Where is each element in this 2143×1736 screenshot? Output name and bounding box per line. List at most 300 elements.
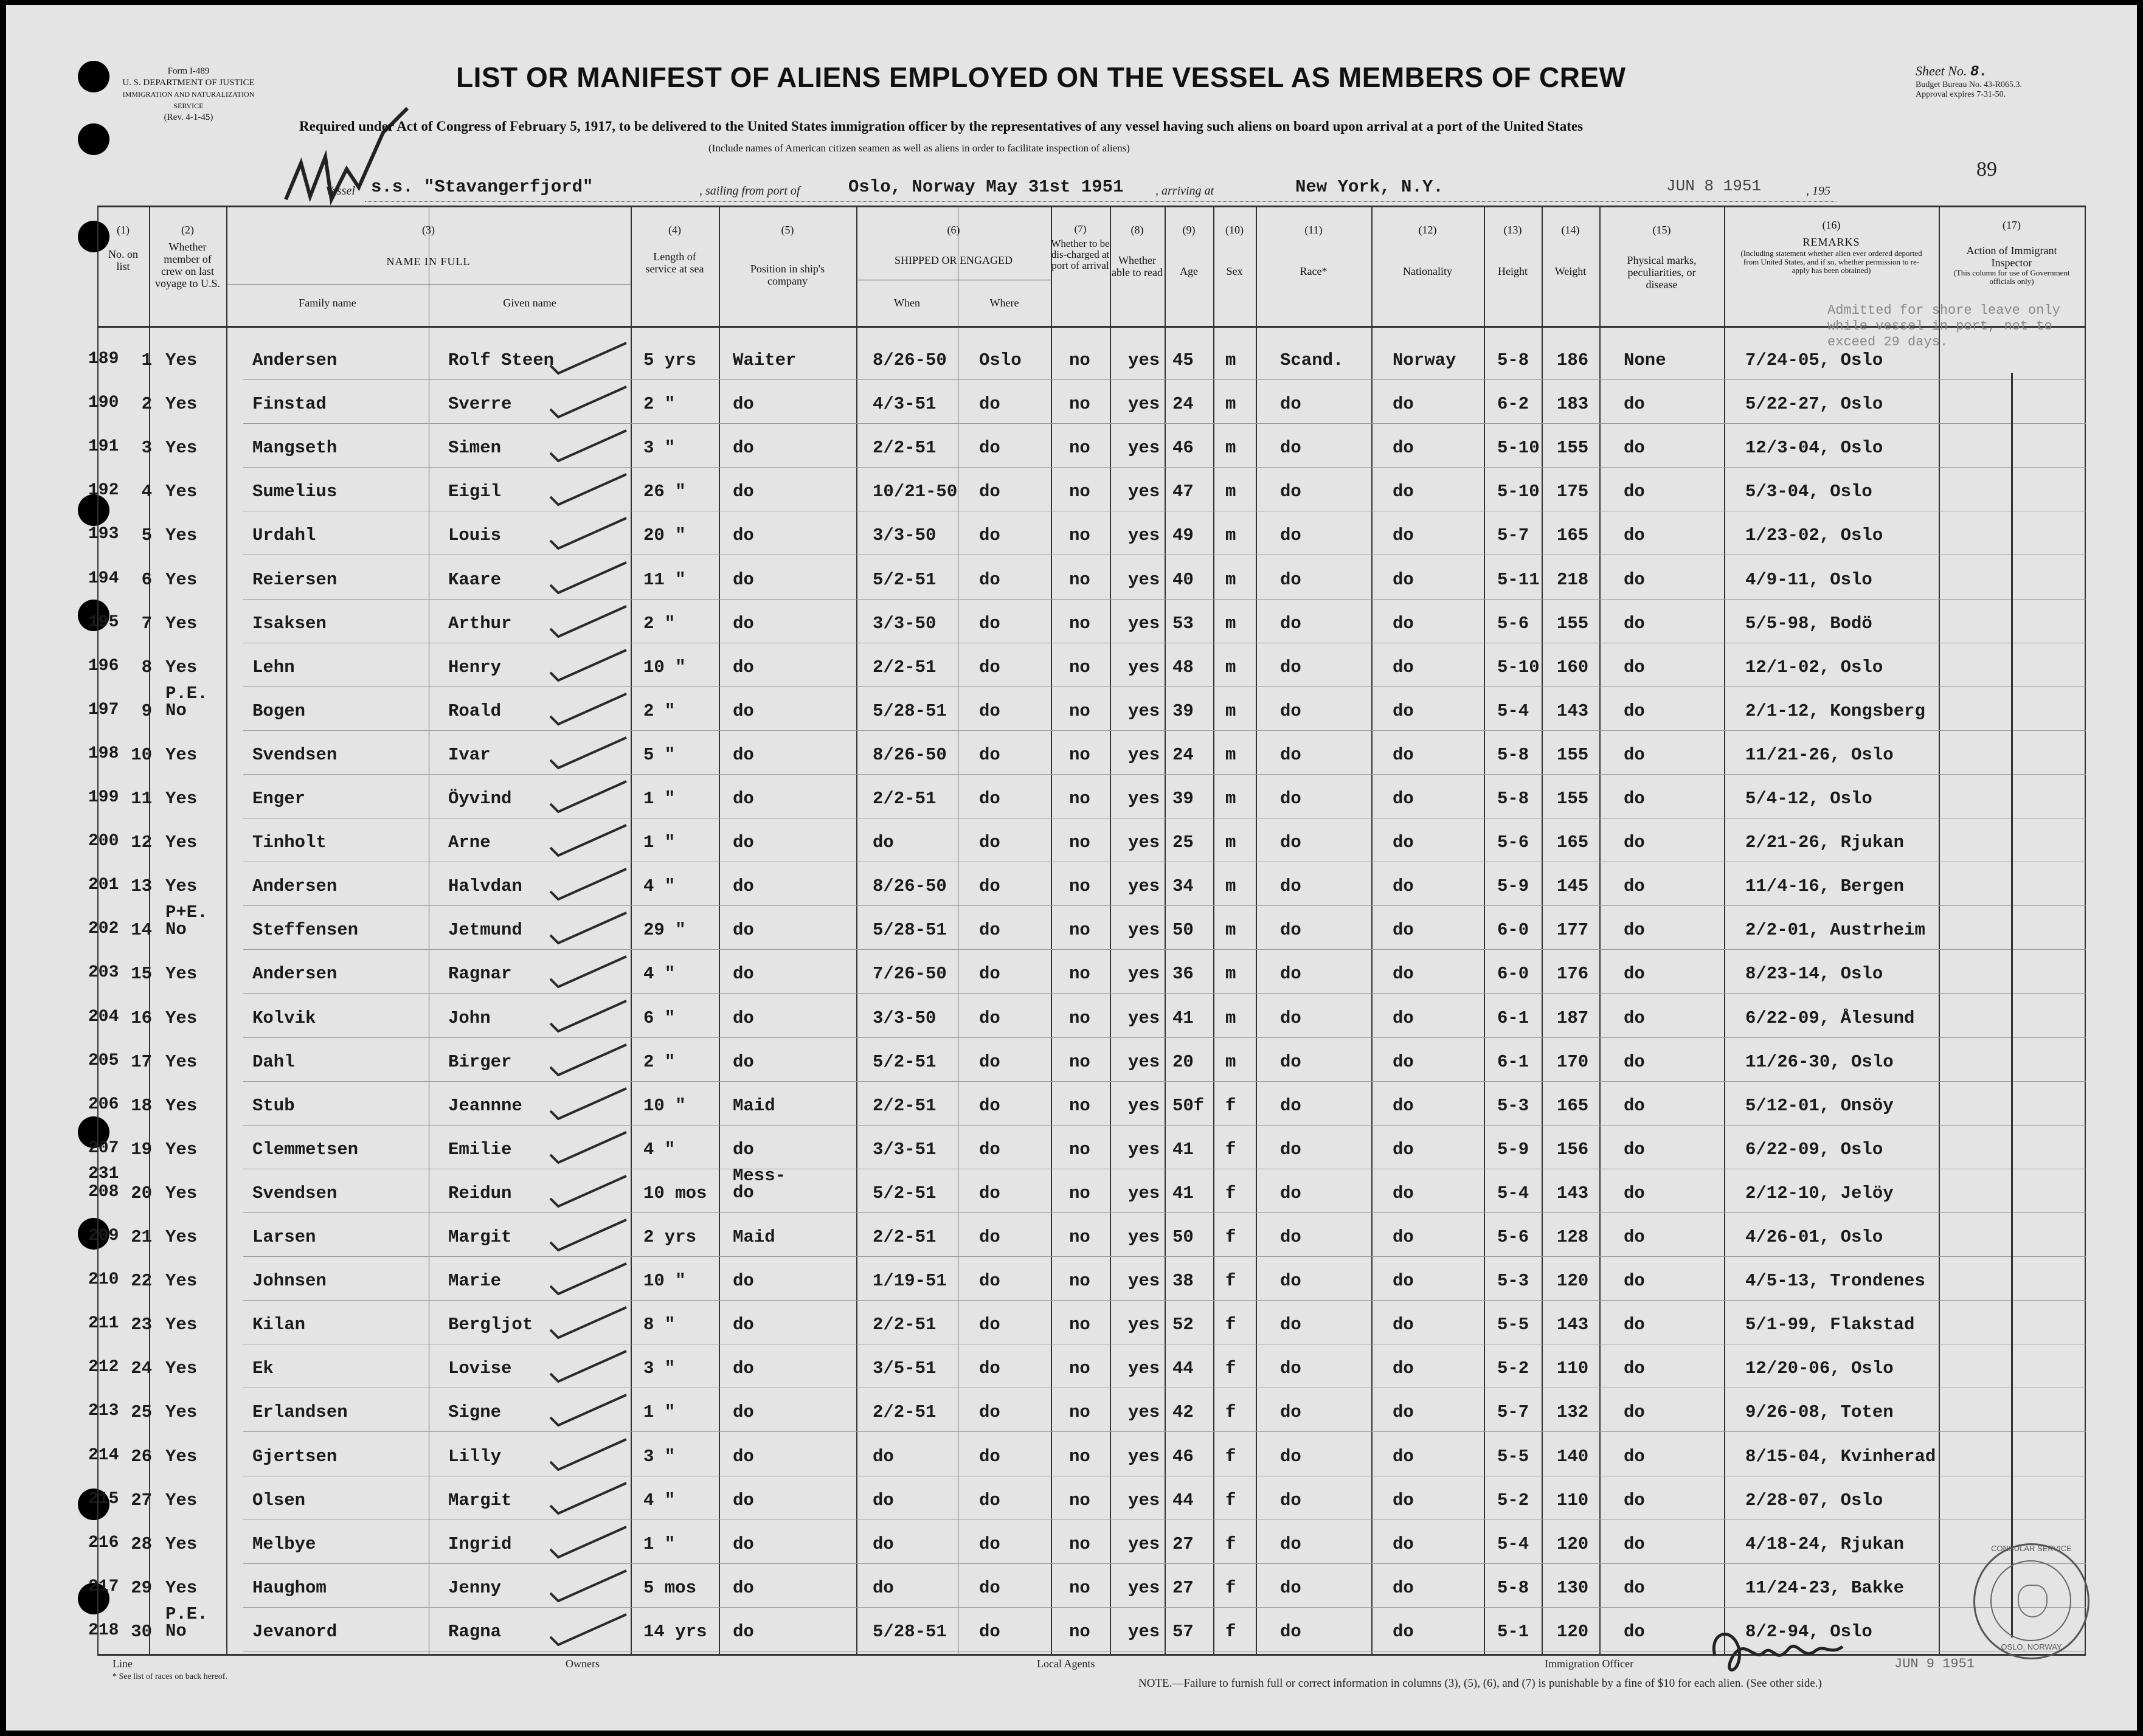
margin-list-number: 199 <box>88 788 119 807</box>
cell-age: 39 <box>1172 700 1194 721</box>
cell-disch: no <box>1069 569 1090 590</box>
cell-read: yes <box>1128 1183 1160 1203</box>
margin-list-number: 197 <box>88 700 119 719</box>
row-rule <box>243 686 2086 687</box>
cell-position: do <box>733 657 754 677</box>
cell-family: Jevanord <box>252 1621 338 1642</box>
cell-age: 46 <box>1172 438 1194 458</box>
cell-age: 45 <box>1172 350 1194 370</box>
cell-sex: f <box>1225 1139 1236 1160</box>
cell-disch: no <box>1069 525 1090 546</box>
col-11-header: (11) Race* <box>1300 224 1328 277</box>
vessel-name: s.s. "Stavangerfjord" <box>371 177 594 197</box>
cell-remarks: 2/2-01, Austrheim <box>1745 920 1925 941</box>
cell-service: 10 " <box>643 1271 686 1292</box>
cell-position: do <box>733 1490 754 1510</box>
approval-expires: Approval expires 7-31-50. <box>1916 90 2006 99</box>
cell-race: do <box>1280 1183 1301 1203</box>
cell-disch: no <box>1069 1139 1090 1160</box>
check-mark-icon <box>547 952 632 994</box>
cell-read: yes <box>1128 1315 1160 1335</box>
cell-marks: do <box>1624 744 1645 765</box>
cell-height: 5-5 <box>1497 1315 1529 1335</box>
cell-nat: do <box>1393 832 1414 853</box>
cell-age: 46 <box>1172 1446 1194 1467</box>
cell-position: Mess- do <box>733 1165 786 1203</box>
col-8-header: (8) Whether able to read <box>1112 224 1163 278</box>
cell-family: Erlandsen <box>252 1402 348 1423</box>
cell-prev: Yes <box>165 438 198 458</box>
cell-no: 5 <box>141 525 152 546</box>
cell-race: do <box>1280 1315 1301 1335</box>
cell-marks: do <box>1624 613 1645 634</box>
cell-position: do <box>733 964 754 984</box>
year-suffix: , 195 <box>1806 184 1830 198</box>
cell-marks: do <box>1624 394 1645 415</box>
cell-where: do <box>979 876 1000 897</box>
cell-prev: Yes <box>165 350 198 370</box>
cell-marks: do <box>1624 482 1645 502</box>
cell-prev: Yes <box>165 1271 198 1292</box>
cell-height: 6-1 <box>1497 1008 1529 1028</box>
cell-when: 5/28-51 <box>873 700 947 721</box>
cell-age: 52 <box>1172 1315 1194 1335</box>
cell-age: 41 <box>1172 1139 1194 1160</box>
cell-position: do <box>733 744 754 765</box>
table-top-rule <box>97 206 2086 207</box>
cell-position: do <box>733 1446 754 1467</box>
row-rule <box>243 1607 2086 1608</box>
cell-disch: no <box>1069 1621 1090 1642</box>
check-mark-icon <box>547 776 632 819</box>
cell-disch: no <box>1069 964 1090 984</box>
cell-height: 5-2 <box>1497 1358 1529 1379</box>
cell-no: 26 <box>131 1446 152 1467</box>
cell-given: Ivar <box>448 744 491 765</box>
cell-sex: f <box>1225 1621 1236 1642</box>
footer-line-label: Line <box>113 1658 133 1670</box>
row-rule <box>243 949 2086 950</box>
cell-sex: m <box>1225 920 1236 941</box>
check-mark-icon <box>547 469 632 512</box>
cell-weight: 170 <box>1557 1051 1589 1072</box>
cell-sex: f <box>1225 1183 1236 1203</box>
cell-sex: f <box>1225 1490 1236 1510</box>
cell-service: 1 " <box>643 1534 676 1554</box>
cell-prev: P+E. No <box>165 902 208 940</box>
cell-prev: Yes <box>165 1008 198 1028</box>
cell-prev: Yes <box>165 482 198 502</box>
check-mark-icon <box>547 689 632 731</box>
cell-sex: m <box>1225 789 1236 809</box>
budget-bureau: Budget Bureau No. 43-R065.3. <box>1916 80 2022 89</box>
cell-family: Mangseth <box>252 438 338 458</box>
cell-remarks: 8/23-14, Oslo <box>1745 964 1883 984</box>
cell-where: do <box>979 482 1000 502</box>
cell-given: Jeannne <box>448 1095 522 1116</box>
cell-position: do <box>733 1534 754 1554</box>
cell-weight: 143 <box>1557 1183 1589 1203</box>
cell-no: 29 <box>131 1577 152 1598</box>
cell-age: 47 <box>1172 482 1194 502</box>
check-mark-icon <box>547 1084 632 1126</box>
cell-position: do <box>733 789 754 809</box>
col-16-header: (16) REMARKS (Including statement whether alien ever ordered deported from United States, and if so, whether permission to re-apply has been obtained) <box>1740 219 1922 275</box>
cell-prev: P.E. No <box>165 683 208 721</box>
cell-service: 4 " <box>643 964 676 984</box>
cell-where: do <box>979 569 1000 590</box>
row-rule <box>243 1125 2086 1126</box>
margin-list-number: 189 <box>88 350 119 368</box>
cell-given: Margit <box>448 1490 512 1510</box>
margin-list-number: 195 <box>88 612 119 632</box>
check-mark-icon <box>547 864 632 907</box>
check-mark-icon <box>547 1259 632 1301</box>
cell-family: Kolvik <box>252 1008 316 1028</box>
cell-when: 2/2-51 <box>873 438 936 458</box>
punch-hole <box>78 61 109 92</box>
cell-nat: do <box>1393 1490 1414 1510</box>
cell-read: yes <box>1128 1577 1160 1598</box>
cell-disch: no <box>1069 438 1090 458</box>
check-mark-icon <box>547 1610 632 1652</box>
cell-weight: 120 <box>1557 1534 1589 1554</box>
cell-weight: 110 <box>1557 1358 1589 1379</box>
cell-sex: f <box>1225 1315 1236 1335</box>
include-note: (Include names of American citizen seamen as well as aliens in order to facilitate inspection of aliens) <box>708 142 1130 154</box>
cell-sex: f <box>1225 1534 1236 1554</box>
cell-nat: Norway <box>1393 350 1456 370</box>
cell-age: 44 <box>1172 1490 1194 1510</box>
cell-height: 5-8 <box>1497 744 1529 765</box>
cell-prev: Yes <box>165 1139 198 1160</box>
margin-list-number: 200 <box>88 832 119 851</box>
cell-no: 13 <box>131 876 152 897</box>
cell-given: Reidun <box>448 1183 512 1203</box>
cell-weight: 155 <box>1557 789 1589 809</box>
cell-remarks: 5/5-98, Bodö <box>1745 613 1872 634</box>
footer-officer-label: Immigration Officer <box>1545 1658 1634 1670</box>
cell-remarks: 11/24-23, Bakke <box>1745 1577 1905 1598</box>
cell-given: Simen <box>448 438 502 458</box>
cell-read: yes <box>1128 657 1160 677</box>
cell-read: yes <box>1128 1051 1160 1072</box>
cell-service: 2 " <box>643 613 676 634</box>
cell-disch: no <box>1069 1315 1090 1335</box>
cell-no: 23 <box>131 1315 152 1335</box>
cell-sex: f <box>1225 1358 1236 1379</box>
cell-read: yes <box>1128 1490 1160 1510</box>
cell-no: 10 <box>131 744 152 765</box>
cell-given: Halvdan <box>448 876 522 897</box>
footer-agents-label: Local Agents <box>1037 1658 1095 1670</box>
row-rule <box>243 1212 2086 1213</box>
cell-no: 4 <box>141 482 152 502</box>
cell-sex: f <box>1225 1271 1236 1292</box>
cell-age: 38 <box>1172 1271 1194 1292</box>
cell-age: 24 <box>1172 744 1194 765</box>
cell-height: 5-8 <box>1497 1577 1529 1598</box>
row-rule <box>243 774 2086 775</box>
vessel-label: Vessel <box>325 184 355 198</box>
cell-height: 5-7 <box>1497 1402 1529 1423</box>
cell-marks: do <box>1624 1446 1645 1467</box>
cell-when: do <box>873 1534 894 1554</box>
cell-family: Andersen <box>252 964 338 984</box>
cell-sex: m <box>1225 569 1236 590</box>
cell-remarks: 6/22-09, Oslo <box>1745 1139 1883 1160</box>
cell-nat: do <box>1393 789 1414 809</box>
cell-marks: do <box>1624 1402 1645 1423</box>
cell-prev: P.E. No <box>165 1603 208 1641</box>
cell-marks: do <box>1624 1621 1645 1642</box>
cell-remarks: 5/1-99, Flakstad <box>1745 1315 1915 1335</box>
cell-race: do <box>1280 744 1301 765</box>
cell-marks: do <box>1624 525 1645 546</box>
cell-position: do <box>733 920 754 941</box>
cell-given: Louis <box>448 525 502 546</box>
cell-marks: do <box>1624 1227 1645 1247</box>
cell-race: do <box>1280 1095 1301 1116</box>
cell-position: do <box>733 700 754 721</box>
col-3a-header: Family name <box>299 297 356 309</box>
cell-no: 17 <box>131 1051 152 1072</box>
cell-marks: do <box>1624 789 1645 809</box>
margin-list-number: 204 <box>88 1007 119 1026</box>
check-mark-icon <box>547 558 632 600</box>
cell-read: yes <box>1128 920 1160 941</box>
cell-prev: Yes <box>165 832 198 853</box>
cell-where: Oslo <box>979 350 1022 370</box>
cell-marks: do <box>1624 700 1645 721</box>
cell-position: do <box>733 613 754 634</box>
row-rule <box>243 1431 2086 1432</box>
cell-where: do <box>979 832 1000 853</box>
form-number: Form I-489 <box>167 66 210 76</box>
cell-no: 12 <box>131 832 152 853</box>
cell-family: Svendsen <box>252 744 338 765</box>
cell-weight: 160 <box>1557 657 1589 677</box>
cell-service: 10 " <box>643 657 686 677</box>
stamp-text: CONSULAR SERVICE <box>1991 1544 2072 1553</box>
cell-when: 2/2-51 <box>873 1095 936 1116</box>
cell-family: Gjertsen <box>252 1446 338 1467</box>
cell-given: Lovise <box>448 1358 512 1379</box>
row-rule <box>243 1256 2086 1257</box>
cell-disch: no <box>1069 1402 1090 1423</box>
margin-list-number: 212 <box>88 1358 119 1377</box>
cell-service: 2 yrs <box>643 1227 697 1247</box>
cell-marks: do <box>1624 1534 1645 1554</box>
cell-weight: 155 <box>1557 744 1589 765</box>
cell-height: 5-8 <box>1497 350 1529 370</box>
cell-height: 5-6 <box>1497 1227 1529 1247</box>
cell-where: do <box>979 1008 1000 1028</box>
cell-sex: f <box>1225 1227 1236 1247</box>
cell-where: do <box>979 657 1000 677</box>
cell-race: do <box>1280 1577 1301 1598</box>
cell-where: do <box>979 613 1000 634</box>
cell-family: Olsen <box>252 1490 306 1510</box>
cell-weight: 187 <box>1557 1008 1589 1028</box>
cell-remarks: 5/12-01, Onsöy <box>1745 1095 1894 1116</box>
cell-nat: do <box>1393 1358 1414 1379</box>
cell-disch: no <box>1069 613 1090 634</box>
cell-prev: Yes <box>165 1315 198 1335</box>
cell-disch: no <box>1069 789 1090 809</box>
cell-prev: Yes <box>165 569 198 590</box>
cell-height: 5-5 <box>1497 1446 1529 1467</box>
cell-given: Marie <box>448 1271 502 1292</box>
cell-where: do <box>979 1577 1000 1598</box>
cell-remarks: 2/28-07, Oslo <box>1745 1490 1883 1510</box>
cell-read: yes <box>1128 482 1160 502</box>
stamp-place: OSLO, NORWAY <box>2001 1642 2062 1651</box>
cell-position: do <box>733 525 754 546</box>
cell-prev: Yes <box>165 1402 198 1423</box>
row-rule <box>243 599 2086 600</box>
cell-given: Kaare <box>448 569 502 590</box>
cell-remarks: 5/22-27, Oslo <box>1745 394 1883 415</box>
cell-marks: do <box>1624 1183 1645 1203</box>
cell-nat: do <box>1393 1621 1414 1642</box>
cell-race: do <box>1280 1358 1301 1379</box>
margin-list-number: 209 <box>88 1226 119 1245</box>
form-rev: (Rev. 4-1-45) <box>164 112 213 122</box>
col-1-header: (1) No. on list <box>108 224 138 272</box>
cell-race: do <box>1280 964 1301 984</box>
cell-family: Melbye <box>252 1534 316 1554</box>
cell-prev: Yes <box>165 1095 198 1116</box>
margin-list-number: 196 <box>88 656 119 676</box>
officer-signature <box>1697 1619 1855 1686</box>
cell-family: Tinholt <box>252 832 327 853</box>
cell-where: do <box>979 920 1000 941</box>
cell-where: do <box>979 744 1000 765</box>
cell-nat: do <box>1393 700 1414 721</box>
cell-read: yes <box>1128 1095 1160 1116</box>
cell-no: 30 <box>131 1621 152 1642</box>
col-3-header: (3) NAME IN FULL <box>386 224 471 268</box>
cell-service: 11 " <box>643 569 686 590</box>
cell-height: 5-1 <box>1497 1621 1529 1642</box>
cell-age: 44 <box>1172 1358 1194 1379</box>
cell-marks: do <box>1624 569 1645 590</box>
cell-where: do <box>979 1358 1000 1379</box>
cell-disch: no <box>1069 744 1090 765</box>
arriving-port: New York, N.Y. <box>1295 177 1444 197</box>
cell-read: yes <box>1128 1621 1160 1642</box>
cell-where: do <box>979 1534 1000 1554</box>
cell-service: 5 yrs <box>643 350 697 370</box>
cell-when: 2/2-51 <box>873 1402 936 1423</box>
cell-sex: m <box>1225 394 1236 415</box>
cell-weight: 176 <box>1557 964 1589 984</box>
col-15-header: (15) Physical marks, peculiarities, or disease <box>1627 224 1697 291</box>
cell-where: do <box>979 525 1000 546</box>
cell-family: Svendsen <box>252 1183 338 1203</box>
cell-when: 5/2-51 <box>873 569 936 590</box>
margin-list-number: 213 <box>88 1402 119 1421</box>
cell-no: 2 <box>141 394 152 415</box>
cell-height: 5-6 <box>1497 832 1529 853</box>
cell-service: 4 " <box>643 1139 676 1160</box>
cell-disch: no <box>1069 1008 1090 1028</box>
cell-no: 25 <box>131 1402 152 1423</box>
cell-position: Maid <box>733 1227 775 1247</box>
col-5-header: (5) Position in ship's company <box>750 224 825 287</box>
requirement-text: Required under Act of Congress of February 5, 1917, to be delivered to the United States immigration officer by the representatives of any vessel having such aliens on board upon arrival at a port of the United States <box>299 119 1584 134</box>
col-12-header: (12) Nationality <box>1403 224 1452 277</box>
cell-where: do <box>979 1183 1000 1203</box>
cell-prev: Yes <box>165 964 198 984</box>
check-mark-icon <box>547 1127 632 1170</box>
cell-family: Enger <box>252 789 306 809</box>
cell-when: 3/3-51 <box>873 1139 936 1160</box>
cell-sex: f <box>1225 1446 1236 1467</box>
margin-list-number: 190 <box>88 393 119 413</box>
cell-remarks: 9/26-08, Toten <box>1745 1402 1894 1423</box>
col-2-header: (2) Whether member of crew on last voyage to U.S. <box>155 224 220 289</box>
cell-weight: 128 <box>1557 1227 1589 1247</box>
cell-weight: 183 <box>1557 394 1589 415</box>
margin-list-number: 231 208 <box>88 1164 119 1202</box>
cell-no: 15 <box>131 964 152 984</box>
cell-position: Waiter <box>733 350 797 370</box>
margin-list-number: 206 <box>88 1095 119 1114</box>
cell-no: 3 <box>141 438 152 458</box>
cell-where: do <box>979 1490 1000 1510</box>
check-mark-icon <box>547 733 632 775</box>
cell-no: 28 <box>131 1534 152 1554</box>
cell-height: 5-3 <box>1497 1271 1529 1292</box>
cell-age: 27 <box>1172 1534 1194 1554</box>
row-rule <box>243 1563 2086 1564</box>
margin-list-number: 214 <box>88 1445 119 1465</box>
cell-read: yes <box>1128 876 1160 897</box>
cell-when: 5/2-51 <box>873 1051 936 1072</box>
cell-age: 50 <box>1172 920 1194 941</box>
punch-hole <box>78 123 109 155</box>
cell-when: 5/28-51 <box>873 920 947 941</box>
check-mark-icon <box>547 1215 632 1257</box>
cell-remarks: 12/1-02, Oslo <box>1745 657 1883 677</box>
cell-service: 10 " <box>643 1095 686 1116</box>
cell-nat: do <box>1393 920 1414 941</box>
cell-weight: 132 <box>1557 1402 1589 1423</box>
manifest-sheet <box>6 5 2137 1731</box>
cell-age: 50f <box>1172 1095 1205 1116</box>
cell-position: do <box>733 569 754 590</box>
cell-nat: do <box>1393 1139 1414 1160</box>
cell-given: Jenny <box>448 1577 502 1598</box>
cell-where: do <box>979 438 1000 458</box>
cell-no: 1 <box>141 350 152 370</box>
check-mark-icon <box>547 601 632 644</box>
cell-read: yes <box>1128 1271 1160 1292</box>
cell-no: 8 <box>141 657 152 677</box>
cell-weight: 143 <box>1557 1315 1589 1335</box>
cell-when: 8/26-50 <box>873 876 947 897</box>
cell-age: 50 <box>1172 1227 1194 1247</box>
cell-nat: do <box>1393 1534 1414 1554</box>
col-9-header: (9) Age <box>1180 224 1198 277</box>
cell-disch: no <box>1069 832 1090 853</box>
cell-read: yes <box>1128 700 1160 721</box>
cell-weight: 110 <box>1557 1490 1589 1510</box>
check-mark-icon <box>547 1522 632 1565</box>
cell-nat: do <box>1393 1095 1414 1116</box>
